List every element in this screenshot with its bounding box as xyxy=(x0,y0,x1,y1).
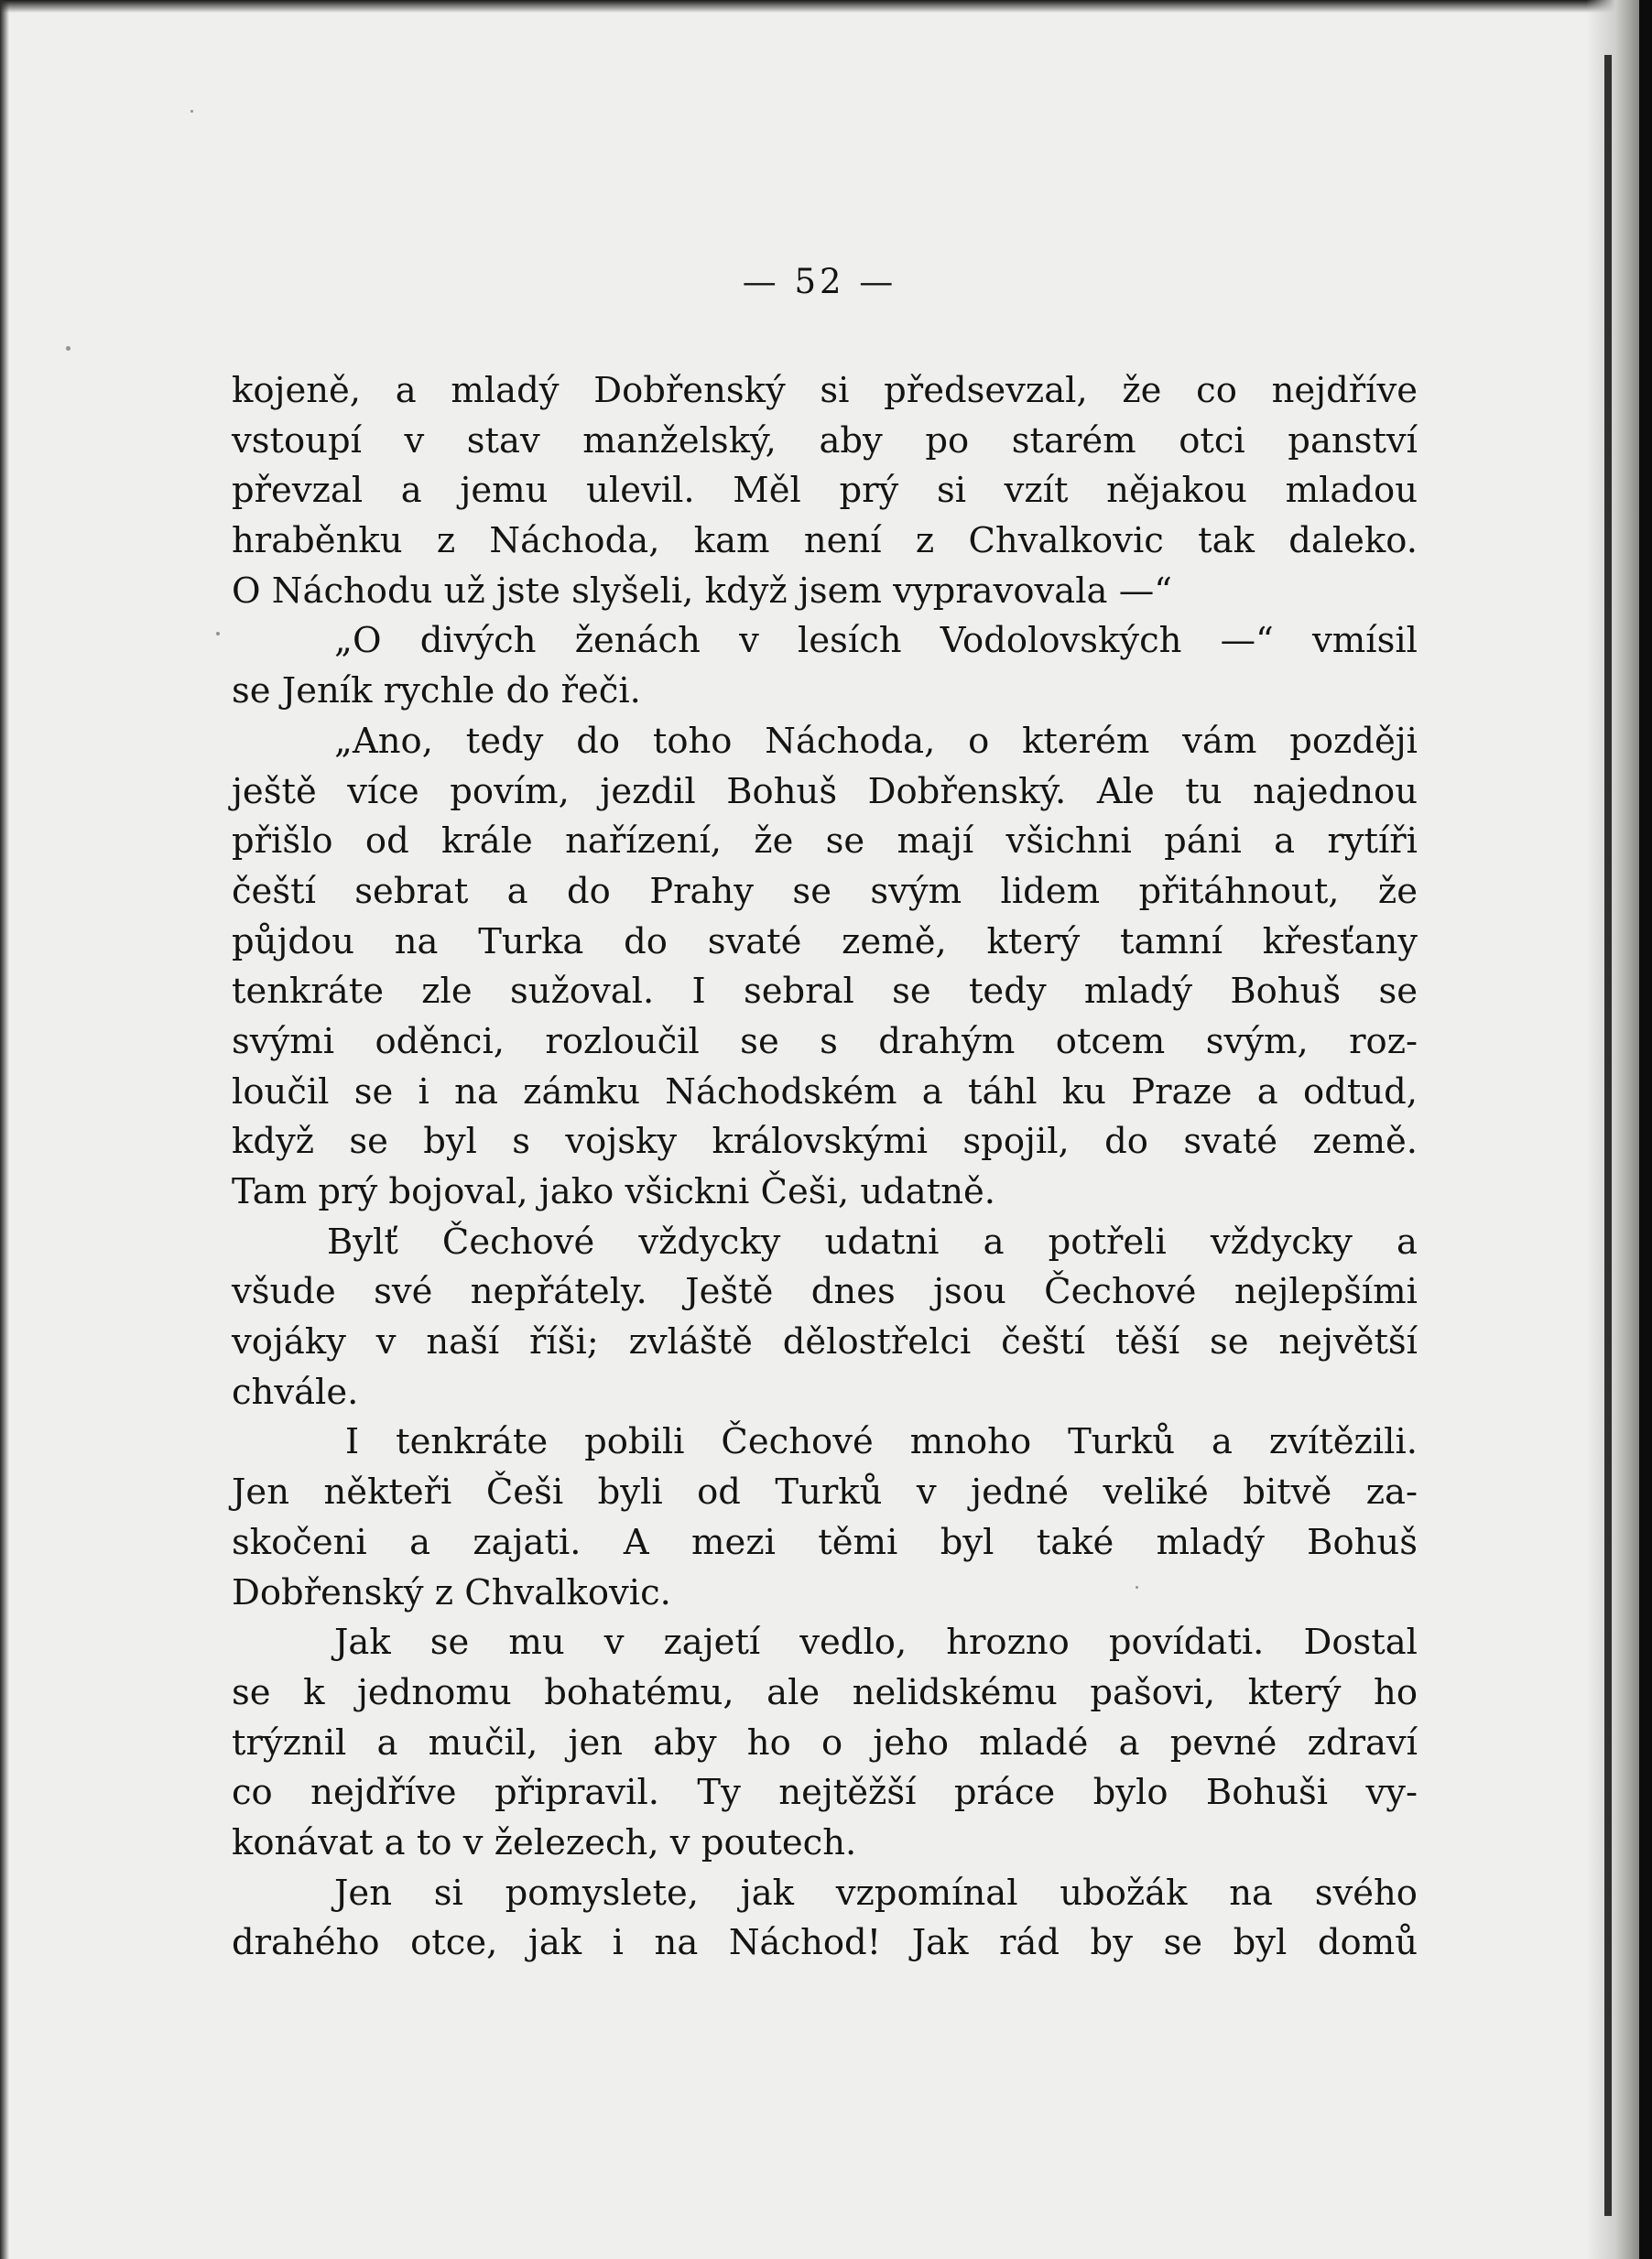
text-line: Jen si pomyslete, jak vzpomínal ubožák na svého xyxy=(334,1872,1418,1914)
text-line: „O divých ženách v lesích Vodolovských —“ vmísil xyxy=(334,620,1418,662)
paper-speck xyxy=(190,110,193,113)
text-line: půjdou na Turka do svaté země, který tamní křesťany xyxy=(232,920,1418,962)
text-line: všude své nepřátely. Ještě dnes jsou Čechové nejlepšími xyxy=(232,1271,1418,1313)
text-line: konávat a to v železech, v poutech. xyxy=(232,1821,857,1863)
text-line: Jak se mu v zajetí vedlo, hrozno povídati. Dostal xyxy=(334,1622,1418,1664)
page-number: — 52 — xyxy=(742,262,897,301)
text-line: ještě více povím, jezdil Bohuš Dobřenský. Ale tu najednou xyxy=(232,770,1418,812)
text-line: I tenkráte pobili Čechové mnoho Turků a zvítězili. xyxy=(345,1421,1418,1463)
body-text xyxy=(232,366,1418,1969)
text-line: kojeně, a mladý Dobřenský si předsevzal, že co nejdříve xyxy=(232,370,1418,411)
text-line: „Ano, tedy do toho Náchoda, o kterém vám později xyxy=(334,720,1418,762)
text-line: co nejdříve připravil. Ty nejtěžší práce bylo Bohuši vy- xyxy=(232,1772,1418,1814)
text-line: O Náchodu už jste slyšeli, když jsem vypravovala —“ xyxy=(232,570,1172,612)
page-top-shadow xyxy=(0,0,1639,13)
text-line: vstoupí v stav manželský, aby po starém otci panství xyxy=(232,419,1418,462)
text-line: vojáky v naší říši; zvláště dělostřelci čeští těší se největší xyxy=(232,1321,1418,1363)
text-line: drahého otce, jak i na Náchod! Jak rád by se byl domů xyxy=(232,1922,1418,1964)
text-line: loučil se i na zámku Náchodském a táhl ku Praze a odtud, xyxy=(232,1070,1418,1113)
text-line: když se byl s vojsky královskými spojil, do svaté země. xyxy=(232,1121,1418,1163)
paper-speck xyxy=(66,346,71,351)
text-line: se Jeník rychle do řeči. xyxy=(232,670,641,712)
page-left-shadow xyxy=(0,0,9,2259)
text-line: Tam prý bojoval, jako všickni Češi, udatně. xyxy=(232,1171,996,1212)
text-line: Jen někteři Češi byli od Turků v jedné veliké bitvě za- xyxy=(232,1472,1418,1514)
text-line: se k jednomu bohatému, ale nelidskému pašovi, který ho xyxy=(232,1671,1418,1713)
text-line: převzal a jemu ulevil. Měl prý si vzít nějakou mladou xyxy=(232,470,1418,512)
text-line: hraběnku z Náchoda, kam není z Chvalkovic tak daleko. xyxy=(232,520,1418,562)
text-line: Bylť Čechové vždycky udatni a potřeli vždycky a xyxy=(327,1221,1418,1263)
text-line: čeští sebrat a do Prahy se svým lidem přitáhnout, že xyxy=(232,870,1418,912)
text-line: Dobřenský z Chvalkovic. xyxy=(232,1571,671,1613)
text-line: skočeni a zajati. A mezi těmi byl také mladý Bohuš xyxy=(232,1521,1418,1563)
binding-dark-rule xyxy=(1604,55,1612,2216)
paper-speck xyxy=(216,632,220,635)
text-line: svými oděnci, rozloučil se s drahým otcem svým, roz- xyxy=(232,1020,1418,1062)
text-line: chvále. xyxy=(232,1371,359,1413)
text-line: trýznil a mučil, jen aby ho o jeho mladé a pevné zdraví xyxy=(232,1721,1418,1764)
text-line: přišlo od krále nařízení, že se mají všichni páni a rytíři xyxy=(232,820,1418,863)
page-binding-edge xyxy=(1586,0,1639,2259)
text-line: tenkráte zle sužoval. I sebral se tedy mladý Bohuš se xyxy=(232,971,1418,1013)
